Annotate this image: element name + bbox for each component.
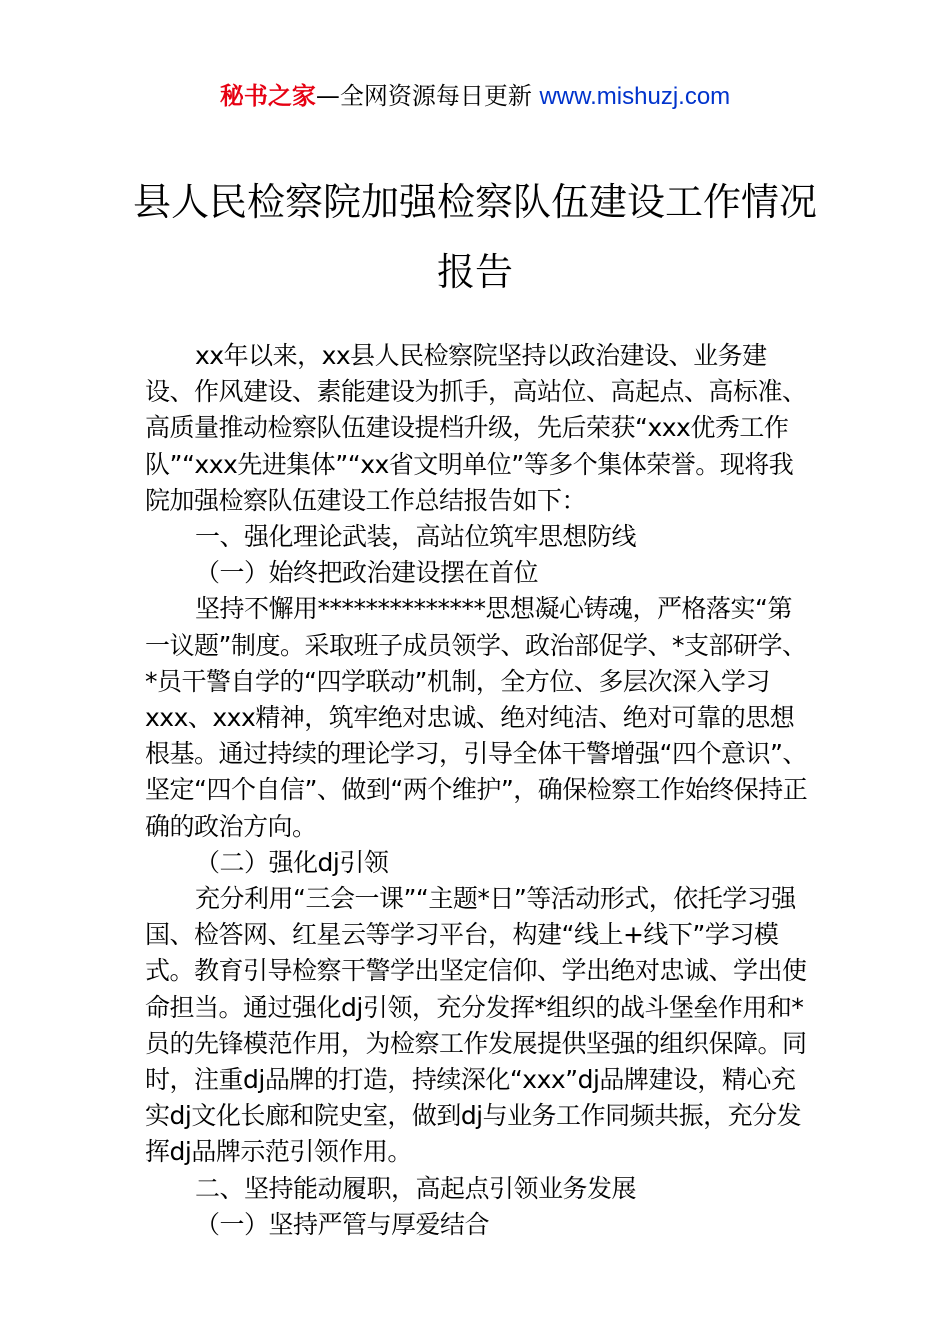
document-body [145, 338, 809, 1243]
subsection-heading-1-1: （一）始终把政治建设摆在首位 [195, 558, 539, 588]
site-header [0, 80, 950, 113]
site-slogan: —全网资源每日更新 [315, 82, 540, 110]
document-title-line-2: 报告 [436, 250, 513, 294]
body-paragraph-1-2: 充分利用“三会一课”“主题*日”等活动形式，依托学习强国、检答网、红星云等学习平台，构建“线上+线下”学习模式。教育引导检察干警学出坚定信仰、学出绝对忠诚、学出使命担当。通过强化dj引领，充分发挥*组织的战斗堡垒作用和*员的先锋模范作用，为检察工作发展提供坚强的组织保障。同时，注重dj品牌的打造，持续深化“xxx”dj品牌建设，精心充实dj文化长廊和院史室，做到dj与业务工作同频共振，充分发挥dj品牌示范引领作用。 [145, 884, 807, 1167]
body-paragraph-1-1: 坚持不懈用**************思想凝心铸魂，严格落实“第一议题”制度。采取班子成员领学、政治部促学、*支部研学、*员干警自学的“四学联动”机制，全方位、多层次深入学习xxx、xxx精神，筑牢绝对忠诚、绝对纯洁、绝对可靠的思想根基。通过持续的理论学习，引导全体干警增强“四个意识”、坚定“四个自信”、做到“两个维护”，确保检察工作始终保持正确的政治方向。 [145, 594, 808, 841]
site-url-link[interactable]: www.mishuzj.com [539, 83, 731, 110]
section-heading-1: 一、强化理论武装，高站位筑牢思想防线 [195, 522, 637, 552]
subsection-heading-1-2: （二）强化dj引领 [195, 847, 389, 877]
intro-paragraph: xx年以来，xx县人民检察院坚持以政治建设、业务建设、作风建设、素能建设为抓手，高站位、高起点、高标准、高质量推动检察队伍建设提档升级，先后荣获“xxx优秀工作队”“xxx先进集体”“xx省文明单位”等多个集体荣誉。现将我院加强检察队伍建设工作总结报告如下： [145, 341, 807, 515]
section-heading-2: 二、坚持能动履职，高起点引领业务发展 [195, 1173, 637, 1203]
document-title-line-1: 县人民检察院加强检察队伍建设工作情况 [132, 180, 817, 224]
subsection-heading-2-1: （一）坚持严管与厚爱结合 [195, 1209, 490, 1239]
site-brand: 秘书之家 [219, 82, 316, 110]
